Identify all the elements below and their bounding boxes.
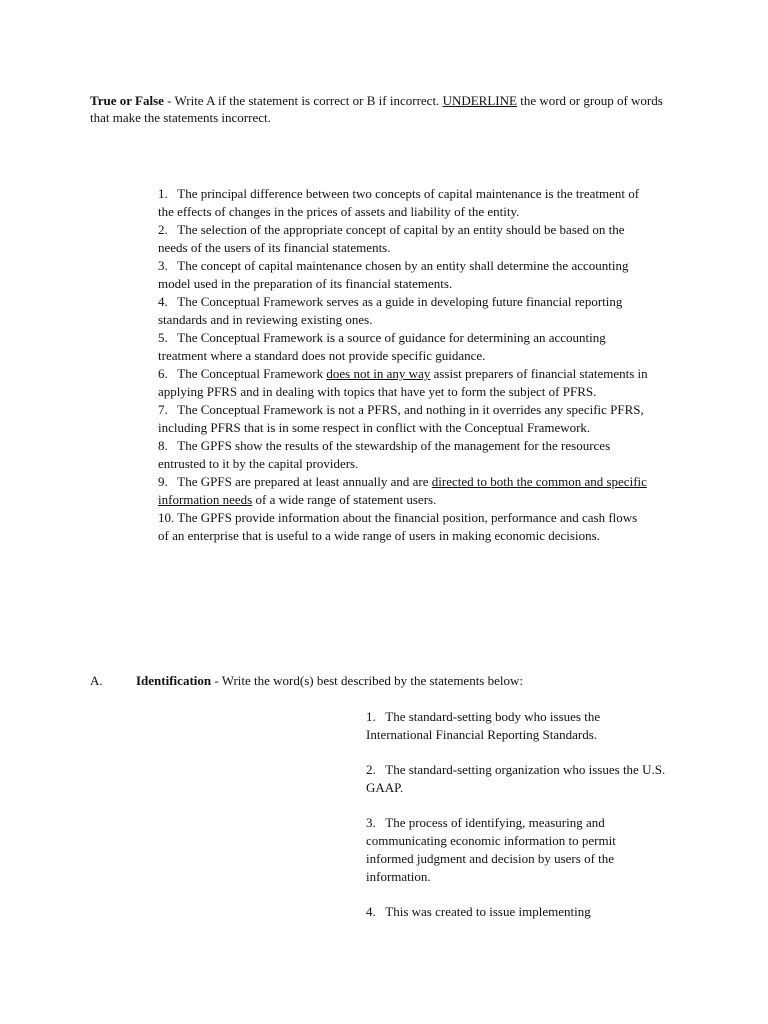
item-number: 2. (158, 222, 168, 237)
item-text: The standard-setting body who issues the International Financial Reporting Standards. (366, 709, 601, 742)
list-item (158, 329, 648, 365)
instruction-underline: UNDERLINE (442, 93, 517, 108)
item-underlined-text: directed to both the common and specific information needs (158, 474, 647, 507)
item-text: The GPFS are prepared at least annually and are (177, 474, 432, 489)
item-number: 1. (366, 709, 376, 724)
item-text: The Conceptual Framework is not a PFRS, and nothing in it overrides any specific PFRS, including PFRS that is in some respect in conflict with the Conceptual Framework. (158, 402, 644, 435)
list-item (366, 903, 666, 921)
list-item (366, 708, 666, 744)
item-text-end: assist preparers of financial statements in applying PFRS and in dealing with topics that have yet to form the subject of PFRS. (158, 366, 648, 399)
item-text: The concept of capital maintenance chosen by an entity shall determine the accounting model used in the preparation of its financial statements. (158, 258, 629, 291)
list-item (366, 761, 666, 797)
true-false-heading: True or False (90, 93, 164, 108)
item-number: 6. (158, 366, 168, 381)
section-letter: A. (90, 673, 103, 688)
item-text: The Conceptual Framework is a source of guidance for determining an accounting treatment where a standard does not provide specific guidance. (158, 330, 606, 363)
list-item (158, 401, 648, 437)
item-number: 4. (158, 294, 168, 309)
list-item (158, 221, 648, 257)
item-text: The principal difference between two concepts of capital maintenance is the treatment of the effects of changes in the prices of assets and liability of the entity. (158, 186, 640, 219)
item-number: 3. (158, 258, 168, 273)
item-underlined-text: does not in any way (326, 366, 431, 381)
list-item (158, 437, 648, 473)
item-text: The GPFS provide information about the financial position, performance and cash flows of an enterprise that is useful to a wide range of users in making economic decisions. (158, 510, 638, 543)
item-number: 5. (158, 330, 168, 345)
item-text: The process of identifying, measuring and communicating economic information to permit informed judgment and decision by users of the information. (366, 815, 616, 884)
item-text: The selection of the appropriate concept of capital by an entity should be based on the needs of the users of its financial statements. (158, 222, 625, 255)
item-number: 3. (366, 815, 376, 830)
item-number: 4. (366, 904, 376, 919)
list-item (158, 185, 648, 221)
item-number: 1. (158, 186, 168, 201)
item-text: This was created to issue implementing (385, 904, 591, 919)
list-item (158, 365, 648, 401)
list-item (158, 293, 648, 329)
instruction-text-end: the word or group of words that make the statements incorrect. (90, 93, 663, 125)
list-item (158, 509, 648, 545)
true-false-list (158, 185, 648, 545)
item-number: 10. (158, 510, 175, 525)
item-text-end: of a wide range of statement users. (252, 492, 437, 507)
list-item (158, 257, 648, 293)
item-text: The GPFS show the results of the stewardship of the management for the resources entrusted to it by the capital providers. (158, 438, 611, 471)
item-text: The Conceptual Framework serves as a guide in developing future financial reporting standards and in reviewing existing ones. (158, 294, 623, 327)
identification-list (366, 708, 666, 938)
item-number: 8. (158, 438, 168, 453)
list-item (366, 814, 666, 886)
instruction-text: - Write A if the statement is correct or B if incorrect. (163, 93, 443, 108)
item-number: 7. (158, 402, 168, 417)
identification-instructions (136, 672, 696, 689)
item-number: 2. (366, 762, 376, 777)
identification-instruction-text: - Write the word(s) best described by the statements below: (211, 673, 523, 688)
list-item (158, 473, 648, 509)
identification-title: Identification (136, 673, 212, 688)
item-text: The standard-setting organization who issues the U.S. GAAP. (366, 762, 666, 795)
true-false-instructions (90, 92, 680, 126)
item-number: 9. (158, 474, 168, 489)
item-text: The Conceptual Framework (177, 366, 327, 381)
